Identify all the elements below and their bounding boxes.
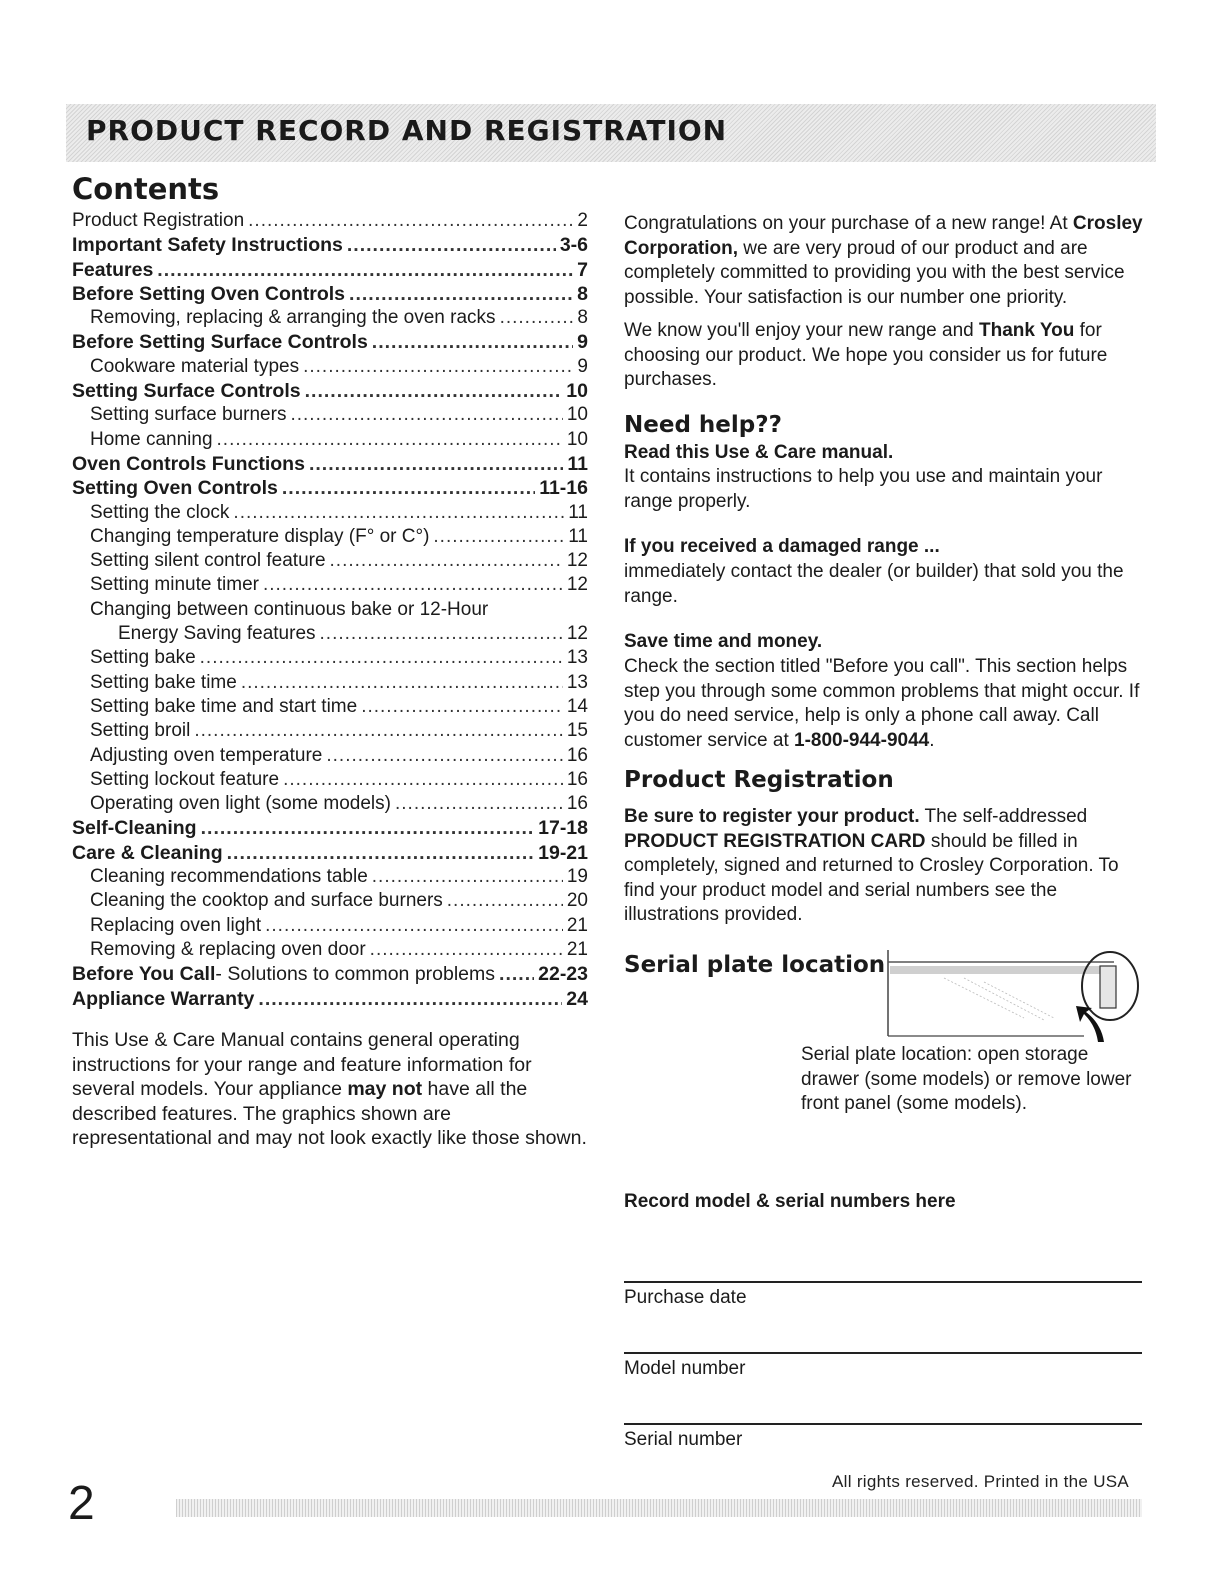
- toc-leader-dots: [349, 283, 573, 306]
- toc-entry: [72, 599, 588, 623]
- footer-bar: [176, 1499, 1142, 1517]
- section-banner: [66, 104, 1156, 162]
- disclaimer-text-end: have all the described features. The graphics shown are representational and may not look exactly like those shown.: [72, 1078, 587, 1149]
- toc-entry-page: 12: [566, 623, 588, 645]
- toc-entry-title: Changing temperature display (F° or C°): [90, 525, 430, 547]
- congratulations-paragraph: [624, 212, 1144, 310]
- toc-entry: [72, 793, 588, 817]
- toc-entry-page: 13: [566, 647, 588, 669]
- read-manual-text: It contains instructions to help you use and maintain your range properly.: [624, 466, 1103, 512]
- toc-entry: [72, 915, 588, 939]
- toc-entry-page: 12: [566, 574, 588, 596]
- registration-paragraph: [624, 805, 1144, 928]
- toc-entry-title: Self-Cleaning: [72, 817, 197, 840]
- customer-service-phone: 1-800-944-9044: [794, 729, 930, 751]
- rights-notice: All rights reserved. Printed in the USA: [832, 1472, 1130, 1491]
- congrats-text-end: we are very proud of our product and are completely committed to providing you with the best service possible. Your satisfaction is our number one priority.: [624, 237, 1125, 308]
- toc-leader-dots: [499, 963, 534, 986]
- purchase-date-label: Purchase date: [624, 1287, 747, 1308]
- toc-entry-title: Cookware material types: [90, 355, 300, 377]
- toc-leader-dots: [320, 623, 563, 645]
- toc-entry: [72, 307, 588, 331]
- toc-entry-title: Setting the clock: [90, 501, 230, 523]
- toc-leader-dots: [447, 890, 563, 912]
- toc-entry-title: Product Registration: [72, 210, 245, 231]
- register-emphasis: Be sure to register your product.: [624, 806, 920, 827]
- toc-leader-dots: [305, 380, 563, 403]
- toc-entry: [72, 429, 588, 453]
- toc-entry: [72, 842, 588, 866]
- serial-number-label: Serial number: [624, 1429, 743, 1450]
- toc-entry-title: Features: [72, 258, 154, 281]
- toc-entry: [72, 696, 588, 720]
- toc-entry-title: Before You Call: [72, 963, 216, 986]
- toc-entry-page: 17-18: [538, 817, 588, 840]
- toc-entry-page: 11: [568, 525, 588, 547]
- toc-entry-page: 11-16: [539, 477, 588, 500]
- toc-entry-title: Setting bake time: [90, 671, 237, 693]
- toc-entry-title: Adjusting oven temperature: [90, 744, 323, 766]
- congrats-text: Congratulations on your purchase of a new range! At: [624, 213, 1073, 234]
- record-numbers-heading: Record model & serial numbers here: [624, 1191, 956, 1212]
- toc-entry-page: 16: [566, 768, 588, 790]
- toc-entry-page: 11: [568, 501, 588, 523]
- purchase-date-line[interactable]: [624, 1281, 1142, 1283]
- toc-entry: [72, 745, 588, 769]
- toc-entry-page: 14: [566, 695, 588, 717]
- toc-entry-page: 2: [577, 210, 588, 231]
- toc-entry: [72, 234, 588, 258]
- toc-entry: [72, 890, 588, 914]
- toc-entry: [72, 939, 588, 963]
- toc-leader-dots: [283, 769, 563, 791]
- toc-entry-title: Appliance Warranty: [72, 987, 255, 1010]
- toc-leader-dots: [361, 696, 563, 718]
- toc-leader-dots: [217, 429, 563, 451]
- toc-entry-page: 22-23: [538, 963, 588, 986]
- toc-entry-title: Setting broil: [90, 720, 191, 742]
- drawer-shading: [944, 978, 1054, 1020]
- company-name: Crosley Corporation,: [624, 213, 1143, 259]
- toc-entry-page: 19-21: [538, 841, 588, 864]
- serial-plate-heading: Serial plate location: [624, 952, 886, 978]
- model-number-line[interactable]: [624, 1352, 1142, 1354]
- toc-entry-page: 13: [566, 671, 588, 693]
- toc-entry-page: 21: [566, 914, 588, 936]
- toc-entry: [72, 404, 588, 428]
- toc-entry-title: Changing between continuous bake or 12-Hour: [90, 598, 489, 620]
- toc-entry-page: 15: [566, 720, 588, 742]
- toc-entry-page: 11: [567, 452, 588, 475]
- toc-entry-title: Setting minute timer: [90, 574, 259, 596]
- toc-entry-page: 20: [566, 890, 588, 912]
- toc-entry-title: Home canning: [90, 428, 213, 450]
- toc-leader-dots: [372, 331, 573, 354]
- toc-entry-title: Before Setting Surface Controls: [72, 331, 368, 354]
- register-text: The self-addressed: [919, 806, 1088, 827]
- toc-entry: [72, 502, 588, 526]
- toc-leader-dots: [500, 307, 574, 329]
- toc-entry-page: 7: [577, 258, 588, 281]
- toc-entry-page: 8: [577, 282, 588, 305]
- toc-entry-title: Operating oven light (some models): [90, 793, 391, 815]
- toc-entry-title: Care & Cleaning: [72, 841, 223, 864]
- toc-entry-page: 21: [566, 938, 588, 960]
- read-manual-subheading: Read this Use & Care manual.: [624, 442, 894, 463]
- toc-leader-dots: [303, 356, 573, 378]
- toc-entry-title: Energy Saving features: [118, 623, 316, 645]
- contents-heading: Contents: [72, 172, 220, 206]
- toc-entry: [72, 647, 588, 671]
- thank-you-paragraph: [624, 319, 1144, 393]
- need-help-heading: Need help??: [624, 412, 782, 438]
- toc-leader-dots: [194, 720, 563, 742]
- toc-entry-title: Cleaning the cooktop and surface burners: [90, 890, 443, 912]
- toc-entry-page: 19: [566, 866, 588, 888]
- toc-leader-dots: [290, 404, 562, 426]
- toc-entry-title: Setting Surface Controls: [72, 380, 301, 403]
- banner-title: PRODUCT RECORD AND REGISTRATION: [86, 114, 728, 147]
- toc-entry-page: 8: [577, 307, 588, 329]
- toc-entry: [72, 550, 588, 574]
- toc-entry: [72, 769, 588, 793]
- toc-entry-suffix: - Solutions to common problems: [215, 963, 496, 986]
- toc-leader-dots: [258, 988, 562, 1011]
- toc-entry-page: 16: [566, 744, 588, 766]
- thankyou-emphasis: Thank You: [978, 320, 1075, 341]
- toc-entry: [72, 526, 588, 550]
- toc-entry: [72, 866, 588, 890]
- toc-leader-dots: [233, 502, 564, 524]
- toc-leader-dots: [309, 453, 563, 476]
- toc-entry: [72, 623, 588, 647]
- table-of-contents: [72, 210, 588, 1012]
- toc-leader-dots: [265, 915, 563, 937]
- toc-entry-title: Before Setting Oven Controls: [72, 282, 346, 305]
- toc-entry-title: Setting surface burners: [90, 404, 287, 426]
- register-text-end: should be filled in completely, signed and returned to Crosley Corporation. To find your product model and serial numbers see the illustrations provided.: [624, 830, 1119, 925]
- toc-leader-dots: [370, 939, 563, 961]
- toc-entry-page: 3-6: [559, 234, 588, 257]
- toc-entry: [72, 574, 588, 598]
- toc-entry-page: 24: [566, 987, 588, 1010]
- serial-plate-illustration: [884, 948, 1142, 1042]
- save-time-body: Check the section titled "Before you call". This section helps step you through some common problems that might occur. If you do need service, help is only a phone call away. Call customer service at: [624, 656, 1140, 751]
- toc-entry-title: Replacing oven light: [90, 914, 262, 936]
- disclaimer-text: This Use & Care Manual contains general operating instructions for your range and feature information for several models. Your appliance: [72, 1029, 532, 1100]
- toc-entry-page: 9: [577, 331, 588, 354]
- toc-entry: [72, 453, 588, 477]
- toc-entry: [72, 356, 588, 380]
- toc-entry-page: 9: [577, 355, 588, 377]
- toc-leader-dots: [248, 210, 573, 232]
- toc-entry-title: Setting Oven Controls: [72, 477, 278, 500]
- serial-plate-caption: Serial plate location: open storage drawer (some models) or remove lower front panel (some models).: [801, 1044, 1132, 1114]
- toc-entry: [72, 720, 588, 744]
- manual-disclaimer: [72, 1028, 592, 1151]
- toc-leader-dots: [330, 550, 563, 572]
- toc-entry-title: Important Safety Instructions: [72, 234, 343, 257]
- damaged-range-subheading: If you received a damaged range ...: [624, 536, 940, 557]
- save-time-end: .: [929, 729, 935, 751]
- toc-leader-dots: [433, 526, 564, 548]
- toc-entry-title: Cleaning recommendations table: [90, 866, 368, 888]
- toc-entry-title: Oven Controls Functions: [72, 452, 305, 475]
- toc-leader-dots: [326, 745, 562, 767]
- toc-entry-title: Removing, replacing & arranging the oven racks: [90, 307, 496, 329]
- toc-leader-dots: [157, 259, 573, 282]
- toc-entry-title: Setting bake time and start time: [90, 695, 358, 717]
- toc-entry-page: 12: [566, 550, 588, 572]
- toc-entry-page: 16: [566, 793, 588, 815]
- toc-entry: [72, 963, 588, 987]
- toc-entry: [72, 477, 588, 501]
- toc-leader-dots: [263, 574, 563, 596]
- toc-entry: [72, 380, 588, 404]
- toc-leader-dots: [282, 477, 535, 500]
- toc-entry-title: Setting silent control feature: [90, 550, 326, 572]
- registration-card-name: PRODUCT REGISTRATION CARD: [624, 830, 926, 852]
- toc-entry: [72, 331, 588, 355]
- toc-entry-title: Setting bake: [90, 647, 196, 669]
- toc-entry-page: 10: [566, 404, 588, 426]
- toc-leader-dots: [201, 817, 535, 840]
- toc-entry: [72, 988, 588, 1012]
- model-number-label: Model number: [624, 1358, 746, 1379]
- toc-entry: [72, 672, 588, 696]
- toc-entry: [72, 283, 588, 307]
- serial-number-line[interactable]: [624, 1423, 1142, 1425]
- toc-entry-page: 10: [566, 380, 588, 403]
- toc-leader-dots: [227, 842, 535, 865]
- toc-leader-dots: [200, 647, 563, 669]
- product-registration-heading: Product Registration: [624, 767, 894, 793]
- toc-entry-title: Setting lockout feature: [90, 768, 280, 790]
- disclaimer-emphasis: may not: [347, 1078, 423, 1100]
- page-number: 2: [68, 1477, 95, 1530]
- toc-leader-dots: [241, 672, 563, 694]
- save-time-text: [624, 655, 1144, 753]
- serial-plate: [1100, 966, 1116, 1008]
- thankyou-text: We know you'll enjoy your new range and: [624, 320, 979, 341]
- toc-leader-dots: [347, 234, 556, 257]
- toc-leader-dots: [372, 866, 563, 888]
- toc-entry-title: Removing & replacing oven door: [90, 938, 366, 960]
- save-time-subheading: Save time and money.: [624, 631, 823, 652]
- toc-leader-dots: [395, 793, 563, 815]
- toc-entry-page: 10: [566, 428, 588, 450]
- damaged-range-text: immediately contact the dealer (or builder) that sold you the range.: [624, 561, 1124, 607]
- drawer-edge: [890, 966, 1110, 974]
- toc-entry: [72, 210, 588, 234]
- thankyou-text-end: for choosing our product. We hope you consider us for future purchases.: [624, 320, 1108, 390]
- toc-entry: [72, 259, 588, 283]
- toc-entry: [72, 817, 588, 841]
